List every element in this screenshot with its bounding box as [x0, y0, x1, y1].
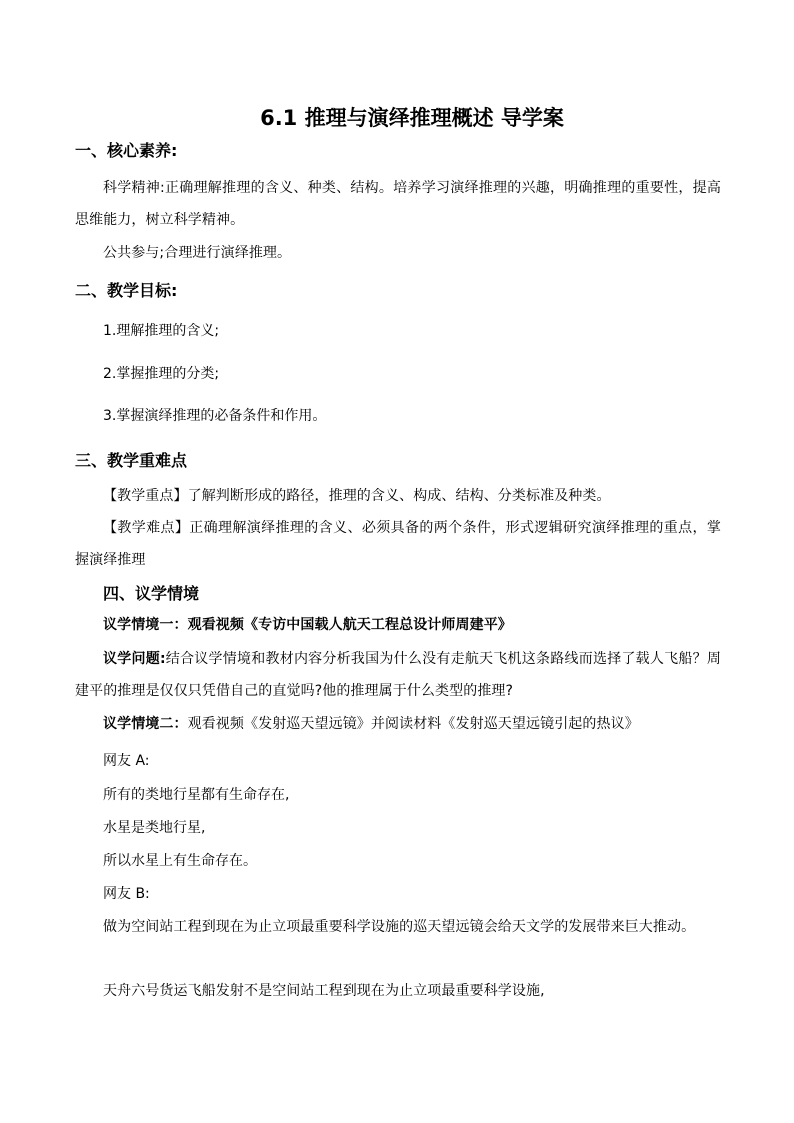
page-title: 6.1 推理与演绎推理概述 导学案 [260, 106, 564, 130]
scenario-question [75, 643, 721, 707]
goal-item-3: 3.掌握演绎推理的必备条件和作用。 [103, 408, 327, 424]
difficulty-label: 【教学难点】 [103, 520, 190, 536]
netizen-a-line-2: 水星是类地行星, [103, 820, 206, 836]
focus-paragraph [75, 480, 721, 512]
focus-label: 【教学重点】 [103, 488, 188, 504]
netizen-b-label: 网友 B: [103, 886, 150, 902]
netizen-a-line-3: 所以水星上有生命存在。 [103, 853, 257, 869]
netizen-b-paragraph-2: 天舟六号货运飞船发射不是空间站工程到现在为止立项最重要科学设施, [103, 983, 545, 999]
netizen-b-paragraph-1: 做为空间站工程到现在为止立项最重要科学设施的巡天望远镜会给天文学的发展带来巨大推动。 [103, 919, 696, 935]
scenario-1-label: 议学情境一： [103, 617, 188, 633]
section-heading-keypoints: 三、教学重难点 [75, 451, 188, 470]
netizen-a-line-1: 所有的类地行星都有生命存在, [103, 787, 290, 803]
netizen-a-label: 网友 A: [103, 753, 150, 769]
core-paragraph-2: 公共参与;合理进行演绎推理。 [103, 245, 292, 261]
core-paragraph-1: 科学精神:正确理解推理的含义、种类、结构。培养学习演绎推理的兴趣，明确推理的重要性，提高思维能力，树立科学精神。 [75, 180, 721, 228]
question-text: 结合议学情境和教材内容分析我国为什么没有走航天飞机这条路线而选择了载人飞船？周建平的推理是仅仅只凭借自己的直觉吗?他的推理属于什么类型的推理? [75, 651, 721, 699]
section-heading-scenarios: 四、议学情境 [103, 584, 200, 603]
section-heading-goals: 二、教学目标: [75, 281, 178, 300]
question-label: 议学问题: [103, 651, 166, 667]
focus-text: 了解判断形成的路径，推理的含义、构成、结构、分类标准及种类。 [187, 488, 611, 504]
difficulty-text: 正确理解演绎推理的含义、必须具备的两个条件，形式逻辑研究演绎推理的重点，掌握演绎推理 [75, 520, 721, 568]
section-heading-core: 一、核心素养: [75, 141, 178, 160]
difficulty-paragraph [75, 512, 721, 576]
goal-item-2: 2.掌握推理的分类; [103, 366, 220, 382]
scenario-1-text: 观看视频《专访中国载人航天工程总设计师周建平》 [187, 617, 512, 633]
scenario-2-label: 议学情境二： [103, 716, 188, 732]
scenario-2 [75, 708, 721, 740]
scenario-2-text: 观看视频《发射巡天望远镜》并阅读材料《发射巡天望远镜引起的热议》 [187, 716, 639, 732]
scenario-1 [75, 609, 721, 641]
goal-item-1: 1.理解推理的含义; [103, 323, 220, 339]
